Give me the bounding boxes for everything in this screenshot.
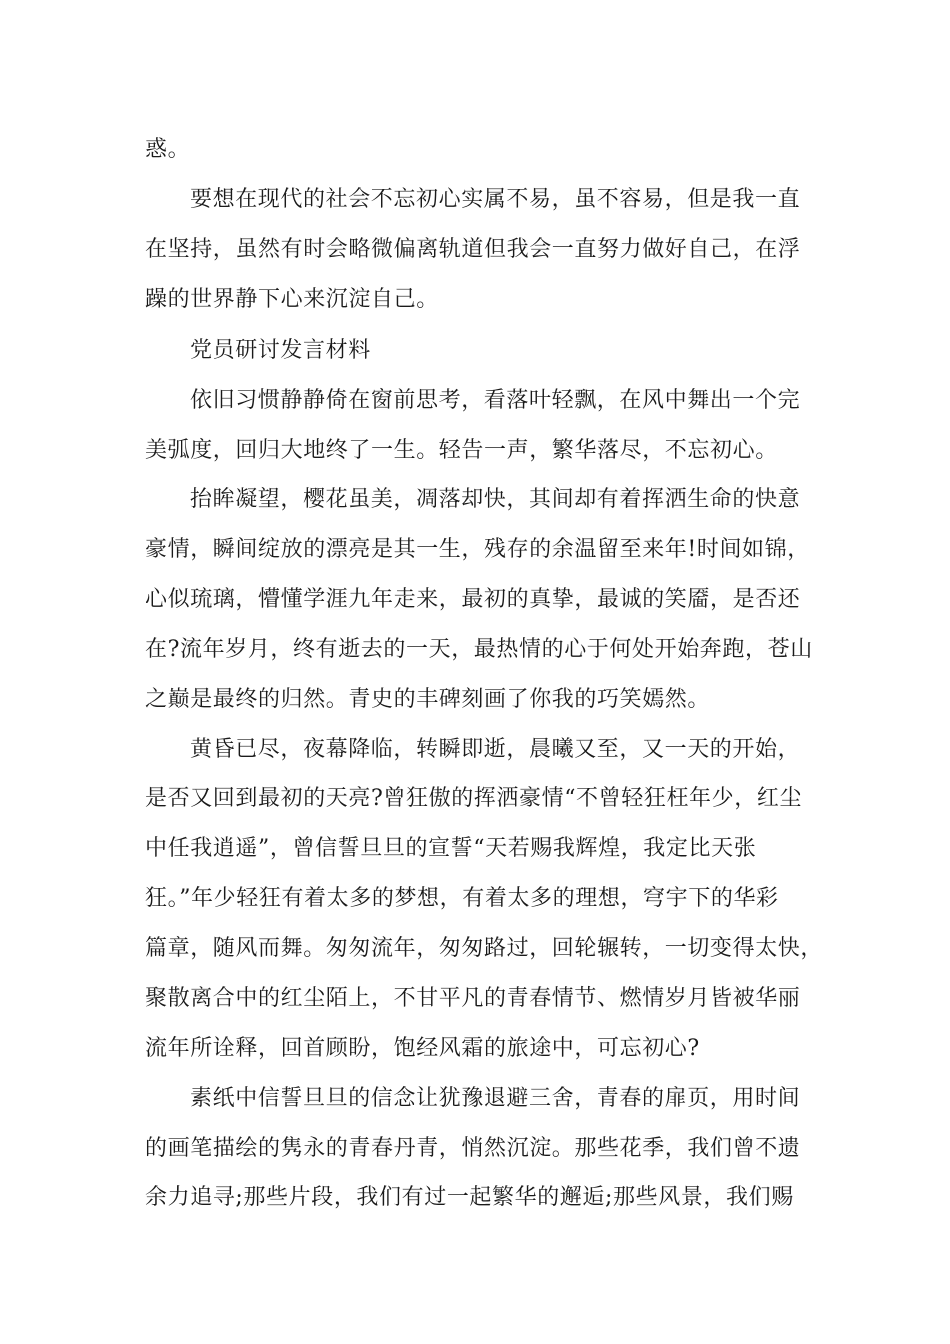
text-line: 狂。”年少轻狂有着太多的梦想，有着太多的理想，穹宇下的华彩: [145, 886, 779, 911]
text-line: 在坚持，虽然有时会略微偏离轨道但我会一直努力做好自己，在浮: [145, 237, 801, 262]
text-line: 躁的世界静下心来沉淀自己。: [145, 287, 439, 312]
text-line: 中任我逍遥”，曾信誓旦旦的宣誓“天若赐我辉煌，我定比天张: [145, 836, 757, 861]
text-line: 之巅是最终的归然。青史的丰碑刻画了你我的巧笑嫣然。: [145, 687, 711, 712]
paragraph-first-line: 抬眸凝望，樱花虽美，凋落却快，其间却有着挥洒生命的快意: [190, 487, 801, 512]
paragraph-first-line: 依旧习惯静静倚在窗前思考，看落叶轻飘，在风中舞出一个完: [190, 388, 801, 413]
paragraph-first-line: 素纸中信誓旦旦的信念让犹豫退避三舍，青春的扉页，用时间: [190, 1086, 801, 1111]
text-line: 余力追寻;那些片段，我们有过一起繁华的邂逅;那些风景，我们赐: [145, 1185, 794, 1210]
text-line: 在?流年岁月，终有逝去的一天，最热情的心于何处开始奔跑，苍山: [145, 637, 813, 662]
text-line: 是否又回到最初的天亮?曾狂傲的挥洒豪情“不曾轻狂枉年少，红尘: [145, 786, 803, 811]
text-line: 流年所诠释，回首顾盼，饱经风霜的旅途中，可忘初心?: [145, 1036, 700, 1061]
paragraph-first-line: 要想在现代的社会不忘初心实属不易，虽不容易，但是我一直: [190, 187, 801, 212]
text-line: 惑。: [145, 137, 191, 162]
section-heading: 党员研讨发言材料: [190, 338, 371, 363]
text-line: 美弧度，回归大地终了一生。轻告一声，繁华落尽，不忘初心。: [145, 438, 778, 463]
text-line: 篇章，随风而舞。匆匆流年，匆匆路过，回轮辗转，一切变得太快，: [145, 936, 824, 961]
paragraph-first-line: 黄昏已尽，夜幕降临，转瞬即逝，晨曦又至，又一天的开始，: [190, 737, 801, 762]
text-line: 豪情，瞬间绽放的漂亮是其一生，残存的余温留至来年!时间如锦，: [145, 537, 810, 562]
text-line: 的画笔描绘的隽永的青春丹青，悄然沉淀。那些花季，我们曾不遗: [145, 1136, 801, 1161]
text-line: 心似琉璃，懵懂学涯九年走来，最初的真挚，最诚的笑靥，是否还: [145, 587, 801, 612]
text-line: 聚散离合中的红尘陌上，不甘平凡的青春情节、燃情岁月皆被华丽: [145, 986, 801, 1011]
